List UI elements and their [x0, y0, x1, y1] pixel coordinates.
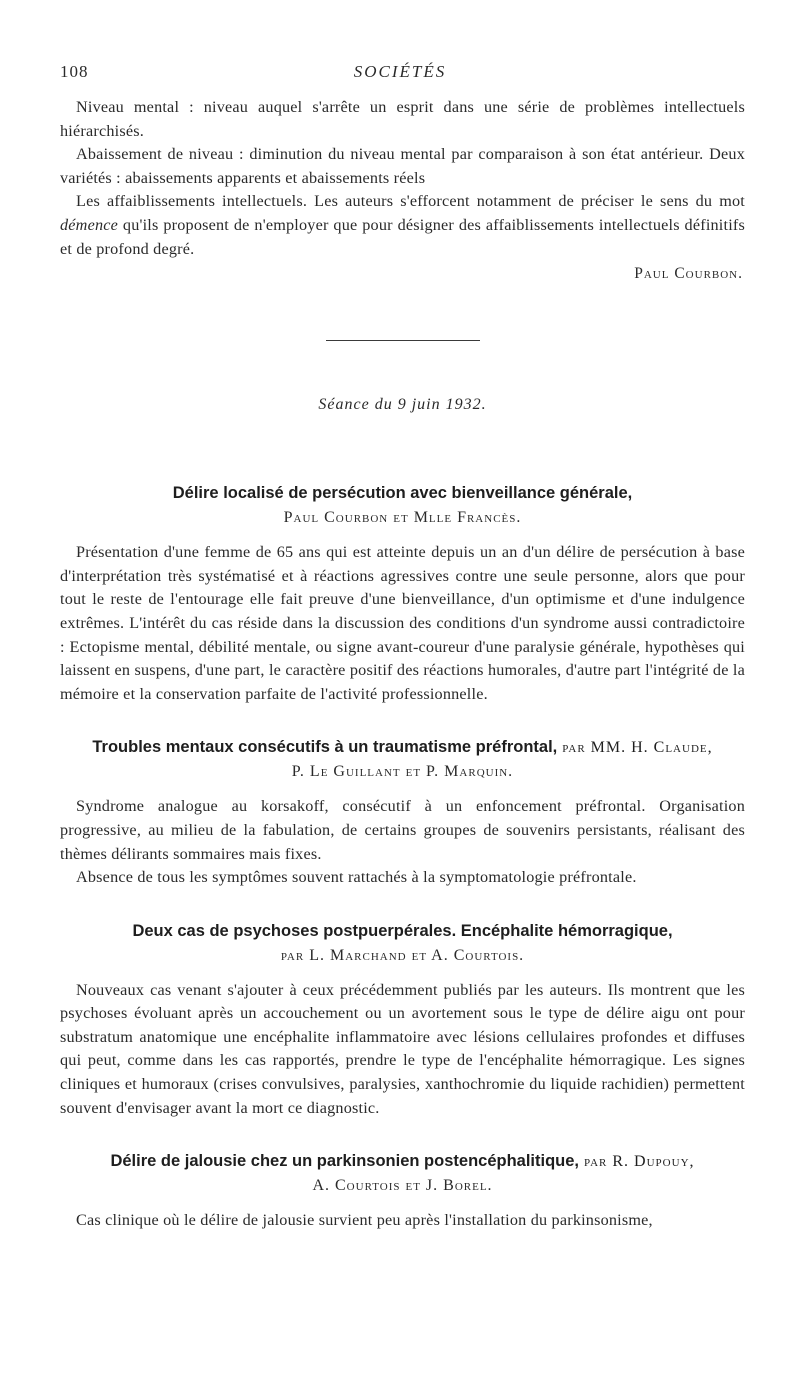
- article-3: [60, 920, 745, 1121]
- article-4: [60, 1150, 745, 1233]
- article-title-text: Troubles mentaux consécutifs à un traumatisme préfrontal,: [92, 738, 558, 757]
- intro-paragraph-3: [60, 190, 745, 261]
- article-by: par MM. H. Claude,: [557, 739, 713, 757]
- intro-paragraph-1: Niveau mental : niveau auquel s'arrête un esprit dans une série de problèmes intellectuels hiérarchisés.: [60, 98, 745, 140]
- running-title: SOCIÉTÉS: [353, 62, 447, 81]
- page-header: [60, 62, 740, 86]
- article-1: [60, 482, 745, 706]
- intro-paragraph-3-start: Les affaiblissements intellectuels. Les auteurs s'efforcent notamment de préciser le sens du mot: [76, 192, 745, 211]
- article-title: [60, 736, 745, 759]
- intro-section: [60, 96, 745, 285]
- section-divider: [326, 340, 480, 341]
- article-paragraph: Présentation d'une femme de 65 ans qui est atteinte depuis un an d'un délire de persécution à base d'interprétation très systématisé et à réactions agressives contre une seule personne, alors que pour tout le reste de l'entourage elle fait preuve d'une bienveillance, d'un optimisme et d'une indulgence extrêmes. L'intérêt du cas réside dans la discussion des conditions d'un syndrome aussi contradictoire : Ectopisme mental, débilité mentale, ou signe avant-coureur d'une paralysie générale, hypothèses qui laissent en suspens, d'une part, le caractère positif des réactions humorales, d'autre part l'intégrité de la mémoire et la conservation parfaite de l'activité professionnelle.: [60, 543, 745, 703]
- intro-paragraph-2: Abaissement de niveau : diminution du niveau mental par comparaison à son état antérieur. Deux variétés : abaissements apparents et abaissements réels: [60, 145, 745, 187]
- article-authors: par L. Marchand et A. Courtois.: [280, 946, 525, 964]
- session-heading: Séance du 9 juin 1932.: [318, 396, 487, 414]
- article-paragraph: Cas clinique où le délire de jalousie survient peu après l'installation du parkinsonisme,: [76, 1211, 653, 1230]
- signature: Paul Courbon.: [634, 265, 743, 283]
- article-title-text: Délire de jalousie chez un parkinsonien postencéphalitique,: [110, 1152, 579, 1171]
- italic-term: démence: [60, 215, 119, 234]
- article-title: Deux cas de psychoses postpuerpérales. Encéphalite hémorragique,: [132, 921, 673, 940]
- article-authors: P. Le Guillant et P. Marquin.: [291, 763, 514, 781]
- article-paragraph: Nouveaux cas venant s'ajouter à ceux précédemment publiés par les auteurs. Ils montrent que les psychoses évoluant après un accouchement ou un avortement sous le type de délire aigu ont pour substratum anatomique une encéphalite inflammatoire avec lésions cellulaires profondes et diffuses qui peut, comme dans les cas rapportés, prendre le type de l'encéphalite hémorragique. Les signes cliniques et humoraux (crises convulsives, paralysies, xanthochromie du liquide rachidien) permettent souvent d'envisager avant la mort ce diagnostic.: [60, 980, 745, 1117]
- article-by: par R. Dupouy,: [579, 1153, 695, 1171]
- page-content: [60, 96, 745, 1233]
- article-paragraph: Syndrome analogue au korsakoff, consécutif à un enfoncement préfrontal. Organisation progressive, au milieu de la fabulation, de certains groupes de souvenirs persistants, réalisant des thèmes délirants sommaires mais fixes.: [60, 797, 745, 863]
- article-authors: Paul Courbon et Mlle Francès.: [283, 509, 522, 527]
- article-2: [60, 736, 745, 889]
- article-title: [60, 1150, 745, 1173]
- article-title: Délire localisé de persécution avec bienveillance générale,: [172, 484, 633, 503]
- article-authors: A. Courtois et J. Borel.: [312, 1177, 493, 1195]
- page-number: 108: [60, 62, 89, 81]
- intro-paragraph-3-end: qu'ils proposent de n'employer que pour désigner des affaiblissements intellectuels définitifs et de profond degré.: [60, 215, 745, 258]
- article-paragraph: Absence de tous les symptômes souvent rattachés à la symptomatologie préfrontale.: [76, 868, 637, 887]
